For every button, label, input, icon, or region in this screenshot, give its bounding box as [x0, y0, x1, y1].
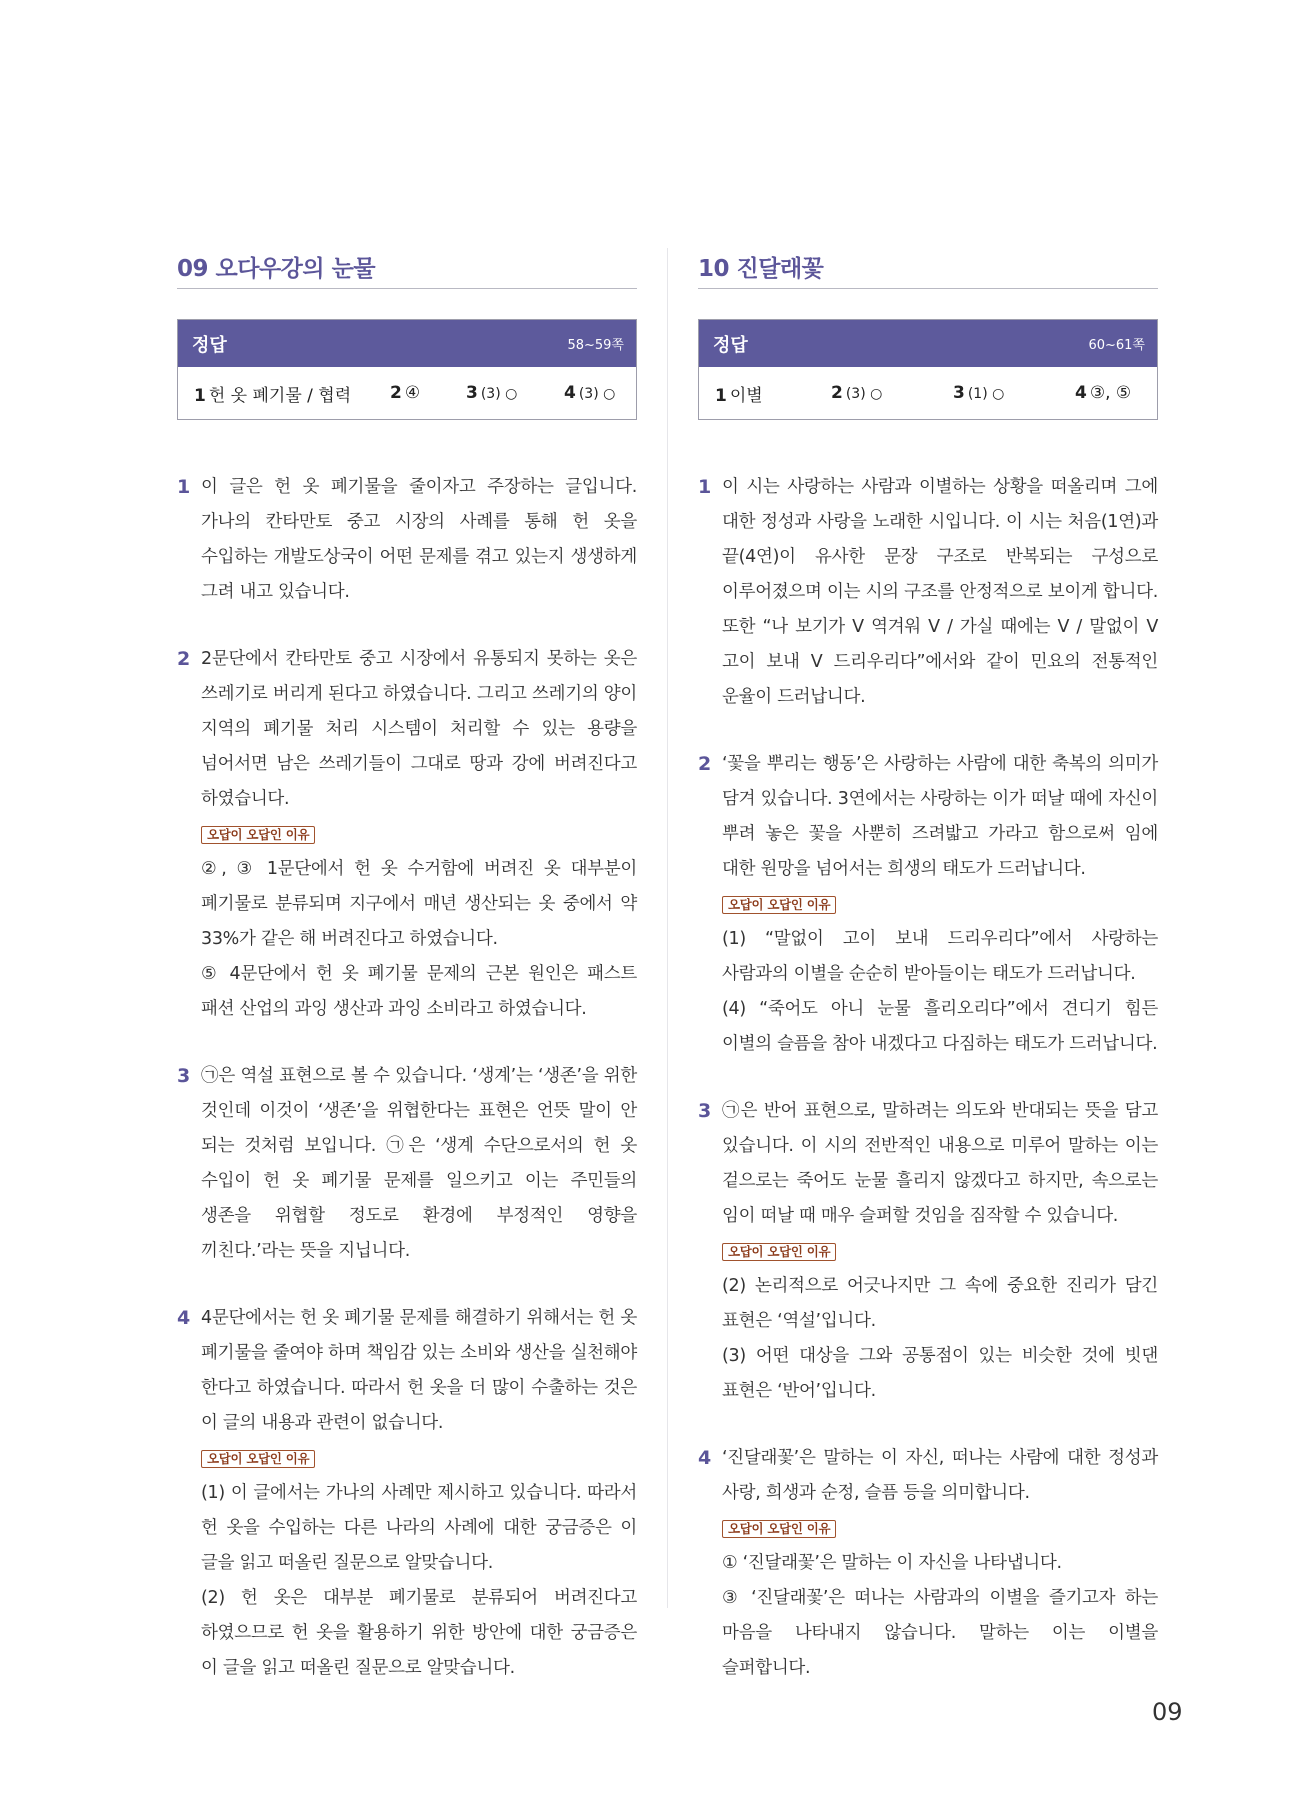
answer-text: ④ — [404, 383, 421, 403]
wrong-answer-tag: 오답이 오답인 이유 — [722, 1243, 836, 1261]
page-range: 58~59쪽 — [567, 338, 624, 353]
answer-item — [564, 383, 615, 403]
question-number: 4 — [177, 1307, 190, 1329]
explanation-body: ‘진달래꽃’은 말하는 이 자신, 떠나는 사람에 대한 정성과 사랑, 희생과 순정, 슬픔 등을 의미합니다. — [722, 1448, 1158, 1503]
answer-text: 헌 옷 폐기물 / 협력 — [208, 385, 352, 406]
answer-num: 1 — [715, 385, 727, 406]
wrong-answer-note: (3) 어떤 대상을 그와 공통점이 있는 비슷한 것에 빗댄 표현은 ‘반어’입니다. — [722, 1346, 1158, 1401]
answer-box — [177, 319, 637, 420]
answer-item — [466, 383, 564, 403]
explanation-text — [698, 747, 1158, 1062]
explanation-text — [698, 1441, 1158, 1686]
answer-num: 4 — [564, 383, 576, 403]
explanation-body: ‘꽃을 뿌리는 행동’은 사랑하는 사람에 대한 축복의 의미가 담겨 있습니다. 3연에서는 사랑하는 이가 떠날 때에 자신이 뿌려 놓은 꽃을 사뿐히 즈려밟고 가라고 함으로써 임에 대한 원망을 넘어서는 희생의 태도가 드러납니다. — [722, 754, 1158, 879]
answer-item — [715, 381, 831, 406]
wrong-answer-note: ① ‘진달래꽃’은 말하는 이 자신을 나타냅니다. — [722, 1553, 1062, 1573]
explanation-body: 이 글은 헌 옷 폐기물을 줄이자고 주장하는 글입니다. 가나의 칸타만토 중고 시장의 사례를 통해 헌 옷을 수입하는 개발도상국이 어떤 문제를 겪고 있는지 생생하게 그려 내고 있습니다. — [201, 477, 637, 602]
explanation-text — [177, 642, 637, 1027]
question-number: 3 — [177, 1065, 190, 1087]
answer-label: 정답 — [192, 334, 227, 356]
answer-num: 2 — [831, 383, 843, 403]
wrong-answer-tag: 오답이 오답인 이유 — [201, 826, 315, 844]
answer-row — [178, 367, 636, 419]
wrong-answer-note: (2) 헌 옷은 대부분 폐기물로 분류되어 버려진다고 하였으므로 헌 옷을 활용하기 위한 방안에 대한 궁금증은 이 글을 읽고 떠올린 질문으로 알맞습니다. — [201, 1588, 637, 1678]
explanation-1 — [177, 470, 637, 610]
explanation-body: 4문단에서는 헌 옷 폐기물 문제를 해결하기 위해서는 헌 옷 폐기물을 줄여야 하며 책임감 있는 소비와 생산을 실천해야 한다고 하였습니다. 따라서 헌 옷을 더 많이 수출하는 것은 이 글의 내용과 관련이 없습니다. — [201, 1308, 637, 1433]
explanation-2 — [698, 747, 1158, 1062]
question-number: 4 — [698, 1447, 711, 1469]
answer-text: (3) ○ — [480, 386, 518, 402]
answer-text: (3) ○ — [845, 386, 883, 402]
wrong-answer-note: ②, ③ 1문단에서 헌 옷 수거함에 버려진 옷 대부분이 폐기물로 분류되며 지구에서 매년 생산되는 옷 중에서 약 33%가 같은 해 버려진다고 하였습니다. — [201, 859, 637, 949]
right-column — [698, 250, 1158, 1686]
explanation-1 — [698, 470, 1158, 715]
answer-text: ③, ⑤ — [1089, 383, 1132, 403]
page-number: 09 — [1152, 1698, 1183, 1726]
question-number: 1 — [177, 476, 190, 498]
wrong-answer-note: (1) 이 글에서는 가나의 사례만 제시하고 있습니다. 따라서 헌 옷을 수입하는 다른 나라의 사례에 대한 궁금증은 이 글을 읽고 떠올린 질문으로 알맞습니다. — [201, 1483, 637, 1573]
explanation-body: 2문단에서 칸타만토 중고 시장에서 유통되지 못하는 옷은 쓰레기로 버리게 된다고 하였습니다. 그리고 쓰레기의 양이 지역의 폐기물 처리 시스템이 처리할 수 있는 용량을 넘어서면 남은 쓰레기들이 그대로 땅과 강에 버려진다고 하였습니다. — [201, 649, 637, 809]
left-column — [177, 250, 637, 1686]
wrong-answer-note: (2) 논리적으로 어긋나지만 그 속에 중요한 진리가 담긴 표현은 ‘역설’입니다. — [722, 1276, 1158, 1331]
page-range: 60~61쪽 — [1088, 338, 1145, 353]
answer-row — [699, 367, 1157, 419]
explanation-3 — [698, 1094, 1158, 1409]
section-title: 09 오다우강의 눈물 — [177, 250, 637, 289]
answer-header — [178, 320, 636, 367]
wrong-answer-note: ⑤ 4문단에서 헌 옷 폐기물 문제의 근본 원인은 패스트 패션 산업의 과잉 생산과 과잉 소비라고 하였습니다. — [201, 964, 637, 1019]
question-number: 1 — [698, 476, 711, 498]
wrong-answer-note: (4) “죽어도 아니 눈물 흘리오리다”에서 견디기 힘든 이별의 슬픔을 참아 내겠다고 다짐하는 태도가 드러납니다. — [722, 999, 1158, 1054]
column-divider — [667, 248, 668, 1608]
answer-num: 1 — [194, 385, 206, 406]
question-number: 2 — [698, 753, 711, 775]
answer-item — [194, 381, 390, 406]
wrong-answer-tag: 오답이 오답인 이유 — [722, 1520, 836, 1538]
answer-num: 3 — [466, 383, 478, 403]
explanation-2 — [177, 642, 637, 1027]
answer-num: 3 — [953, 383, 965, 403]
question-number: 2 — [177, 648, 190, 670]
wrong-answer-tag: 오답이 오답인 이유 — [201, 1450, 315, 1468]
answer-text: (3) ○ — [578, 386, 616, 402]
answer-item — [831, 383, 953, 403]
explanation-text — [698, 1094, 1158, 1409]
answer-num: 4 — [1075, 383, 1087, 403]
explanation-body: ㉠은 반어 표현으로, 말하려는 의도와 반대되는 뜻을 담고 있습니다. 이 시의 전반적인 내용으로 미루어 말하는 이는 겉으로는 죽어도 눈물 흘리지 않겠다고 하지만, 속으로는 임이 떠날 때 매우 슬퍼할 것임을 짐작할 수 있습니다. — [722, 1101, 1158, 1226]
wrong-answer-note: ③ ‘진달래꽃’은 떠나는 사람과의 이별을 즐기고자 하는 마음을 나타내지 않습니다. 말하는 이는 이별을 슬퍼합니다. — [722, 1588, 1158, 1678]
answer-item — [1075, 383, 1131, 403]
wrong-answer-note: (1) “말없이 고이 보내 드리우리다”에서 사랑하는 사람과의 이별을 순순히 받아들이는 태도가 드러납니다. — [722, 929, 1158, 984]
explanation-body: ㉠은 역설 표현으로 볼 수 있습니다. ‘생계’는 ‘생존’을 위한 것인데 이것이 ‘생존’을 위협한다는 표현은 언뜻 말이 안 되는 것처럼 보입니다. ㉠은 ‘생계 수단으로서의 헌 옷 수입이 헌 옷 폐기물 문제를 일으키고 이는 주민들의 생존을 위협할 정도로 환경에 부정적인 영향을 끼친다.’라는 뜻을 지닙니다. — [201, 1066, 637, 1261]
answer-label: 정답 — [713, 334, 748, 356]
explanation-3 — [177, 1059, 637, 1269]
answer-item — [390, 383, 466, 403]
explanation-body: 이 시는 사랑하는 사람과 이별하는 상황을 떠올리며 그에 대한 정성과 사랑을 노래한 시입니다. 이 시는 처음(1연)과 끝(4연)이 유사한 문장 구조로 반복되는 구성으로 이루어졌으며 이는 시의 구조를 안정적으로 보이게 합니다. 또한 “나 보기가 V 역겨워 V / 가실 때에는 V / 말없이 V 고이 보내 V 드리우리다”에서와 같이 민요의 전통적인 운율이 드러납니다. — [722, 477, 1158, 707]
explanation-text — [698, 470, 1158, 715]
answer-box — [698, 319, 1158, 420]
explanation-4 — [177, 1301, 637, 1686]
wrong-answer-tag: 오답이 오답인 이유 — [722, 896, 836, 914]
answer-header — [699, 320, 1157, 367]
section-title: 10 진달래꽃 — [698, 250, 1158, 289]
explanation-text — [177, 1301, 637, 1686]
answer-text: 이별 — [729, 385, 763, 406]
answer-item — [953, 383, 1075, 403]
explanation-text — [177, 470, 637, 610]
explanation-text — [177, 1059, 637, 1269]
answer-num: 2 — [390, 383, 402, 403]
answer-text: (1) ○ — [967, 386, 1005, 402]
explanation-4 — [698, 1441, 1158, 1686]
question-number: 3 — [698, 1100, 711, 1122]
